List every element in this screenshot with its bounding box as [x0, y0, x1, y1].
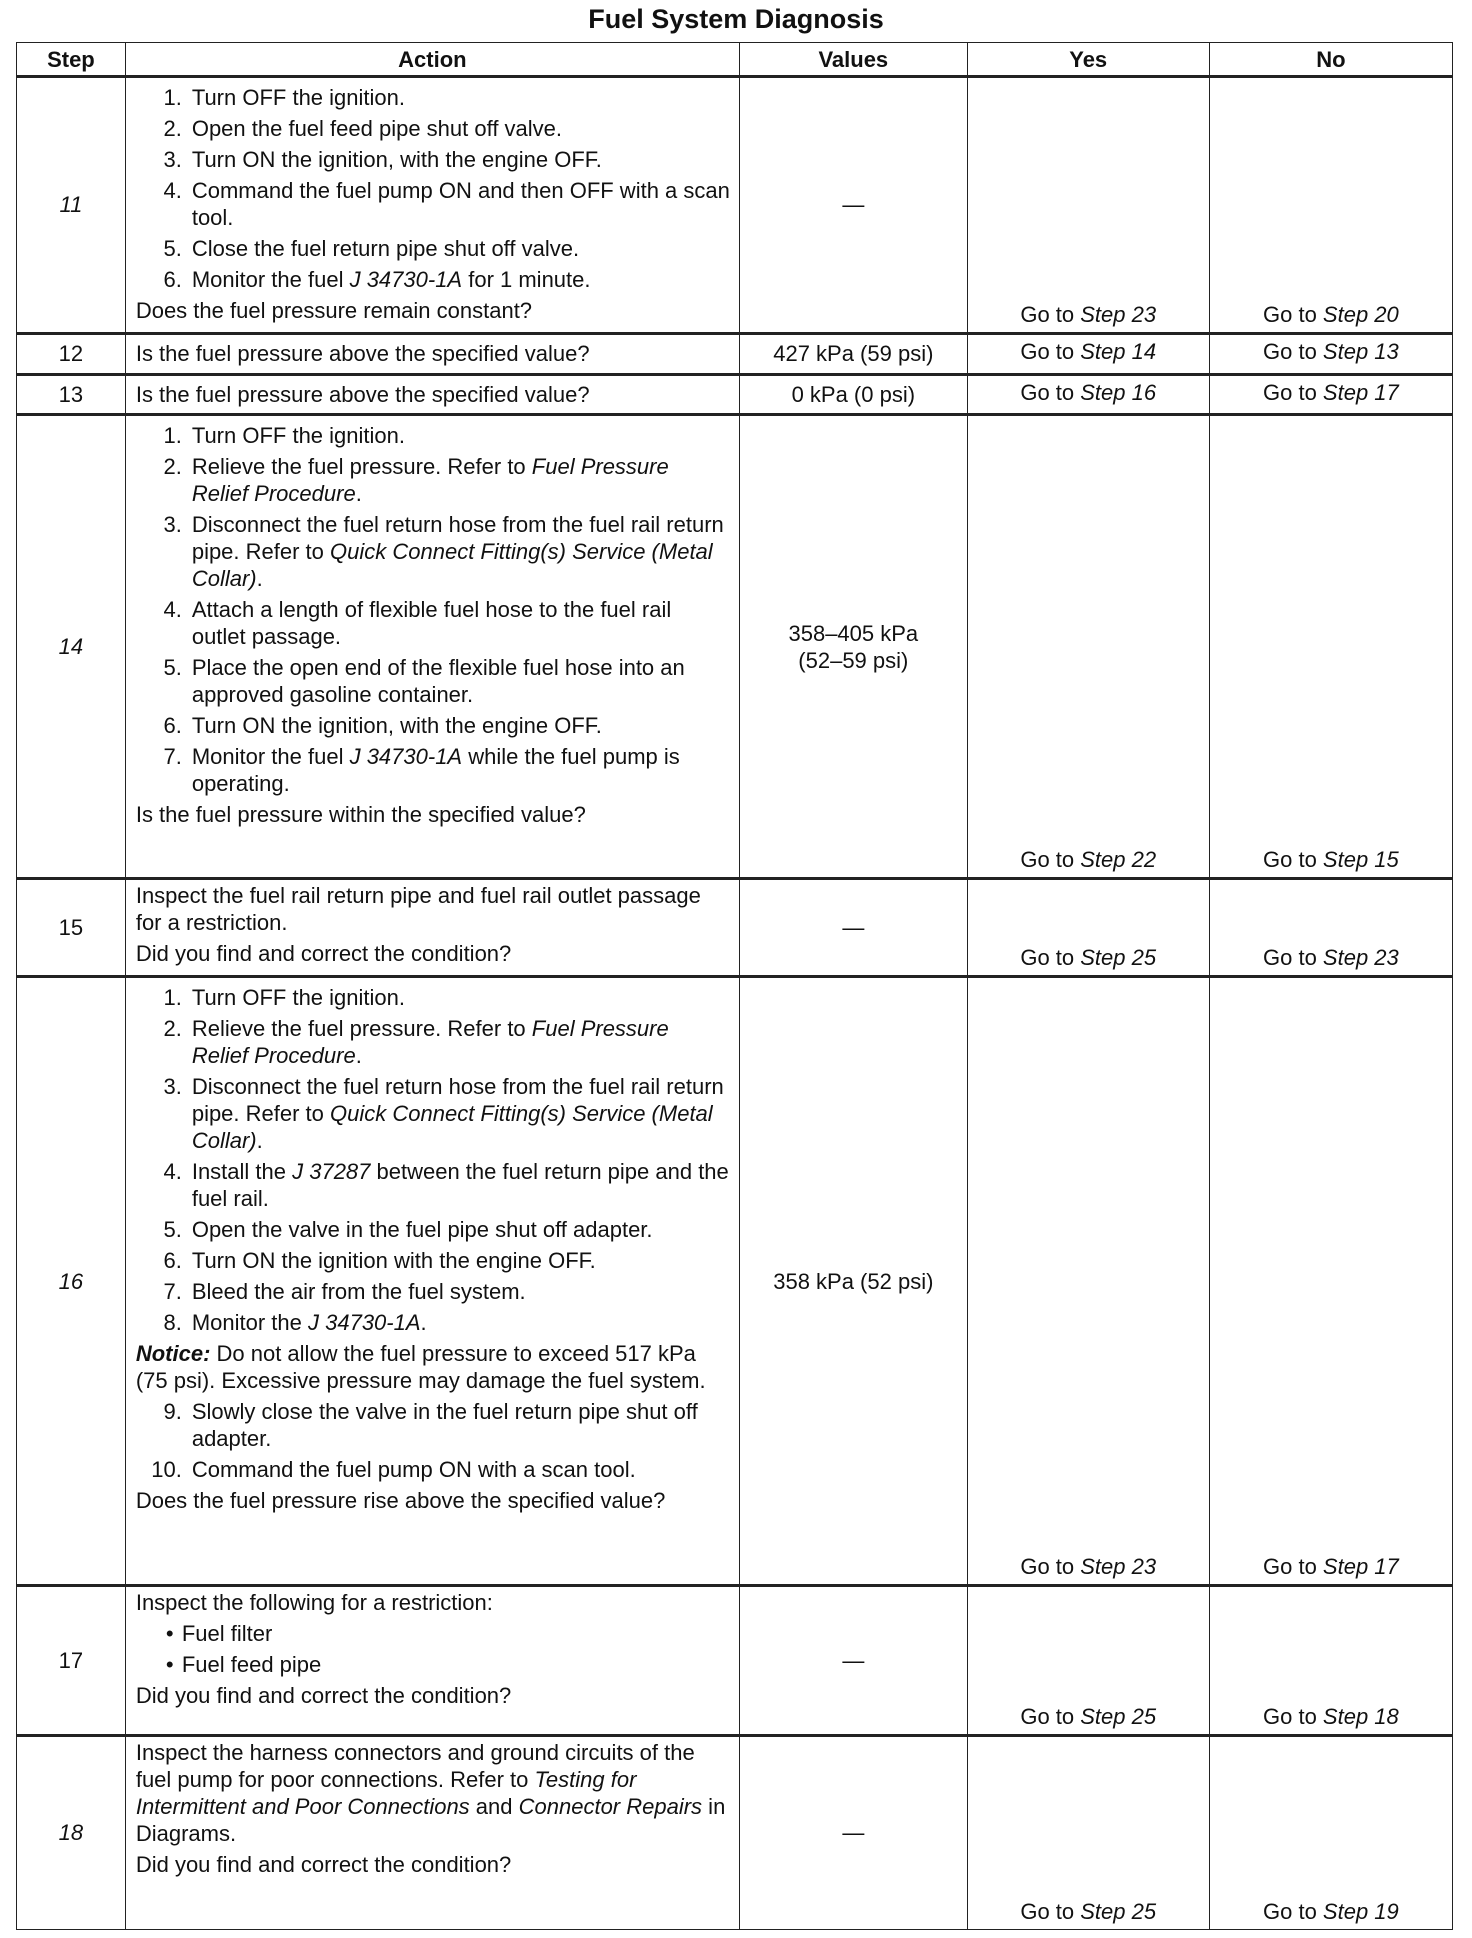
table-row [17, 1586, 1453, 1735]
step-action: Inspect the harness connectors and ground circuits of the fuel pump for poor connections. Refer to Testing for Intermittent and Poor Connections and Connector Repairs in Diagrams. Did you find and correct the condition? [125, 1735, 739, 1929]
procedure-reference: Testing for Intermittent and Poor Connections [135, 1766, 637, 1819]
step-link: Step 25 [1080, 1703, 1157, 1729]
step-question: Did you find and correct the condition? [135, 940, 512, 966]
step-number: 17 [17, 1586, 126, 1735]
step-question: Does the fuel pressure rise above the specified value? [135, 1487, 666, 1513]
no-result: Go to Step 15 [1209, 415, 1452, 878]
step-action: Inspect the fuel rail return pipe and fuel rail outlet passage for a restriction. Did you find and correct the condition? [125, 878, 739, 976]
table-row [17, 415, 1453, 878]
table-row [17, 878, 1453, 976]
yes-result: Go to Step 25 [967, 878, 1209, 976]
step-value: — [739, 878, 967, 976]
yes-result: Go to Step 23 [967, 77, 1209, 334]
step-link: Step 17 [1322, 380, 1399, 405]
step-link: Step 25 [1080, 944, 1157, 970]
list-item: 10. Command the fuel pump ON with a scan tool. [151, 1456, 636, 1482]
procedure-reference: Fuel Pressure Relief Procedure [191, 454, 669, 507]
step-value: 358–405 kPa (52–59 psi) [739, 415, 967, 878]
step-action [125, 333, 739, 374]
list-item: 6. Turn ON the ignition, with the engine OFF. [163, 713, 602, 739]
step-number: 12 [17, 333, 126, 374]
list-item: 1. Turn OFF the ignition. [163, 984, 405, 1010]
step-action [125, 415, 739, 878]
diagnosis-table [16, 42, 1453, 1930]
step-number: 13 [17, 374, 126, 415]
step-number: 15 [17, 878, 126, 976]
step-value: — [739, 1735, 967, 1929]
step-action: Inspect the following for a restriction: • Fuel filter • Fuel feed pipe Did you find and correct the condition? [125, 1586, 739, 1735]
list-item: 3. Disconnect the fuel return hose from the fuel rail return pipe. Refer to Quick Connect Fitting(s) Service (Metal Collar). [163, 1073, 724, 1153]
step-link: Step 23 [1080, 1554, 1157, 1580]
list-item: 2. Relieve the fuel pressure. Refer to Fuel Pressure Relief Procedure. [163, 454, 669, 507]
list-item: 2. Open the fuel feed pipe shut off valve. [163, 116, 563, 141]
step-value: 0 kPa (0 psi) [739, 374, 967, 415]
table-row [17, 77, 1453, 334]
list-item: • Fuel filter [165, 1621, 273, 1647]
no-result: Go to Step 23 [1209, 878, 1452, 976]
list-item: 5. Close the fuel return pipe shut off valve. [163, 236, 580, 261]
procedure-reference: Connector Repairs [518, 1793, 703, 1819]
step-value: 427 kPa (59 psi) [739, 333, 967, 374]
no-result: Go to Step 20 [1209, 77, 1452, 334]
step-number: 11 [17, 77, 126, 334]
list-item: 4. Install the J 37287 between the fuel return pipe and the fuel rail. [163, 1158, 729, 1211]
header-values: Values [739, 43, 967, 77]
table-row [17, 1735, 1453, 1929]
step-question: Does the fuel pressure remain constant? [135, 298, 533, 323]
table-row [17, 374, 1453, 415]
header-action: Action [125, 43, 739, 77]
step-link: Step 18 [1322, 1703, 1399, 1729]
no-result: Go to Step 17 [1209, 374, 1452, 415]
yes-result: Go to Step 23 [967, 976, 1209, 1585]
step-question: Did you find and correct the condition? [135, 1851, 512, 1877]
header-step: Step [17, 43, 126, 77]
header-no: No [1209, 43, 1452, 77]
step-number: 18 [17, 1735, 126, 1929]
step-number: 14 [17, 415, 126, 878]
list-item: 1. Turn OFF the ignition. [163, 423, 405, 449]
step-question: Is the fuel pressure within the specified value? [135, 802, 586, 828]
step-question: Is the fuel pressure above the specified value? [135, 341, 590, 367]
list-item: • Fuel feed pipe [165, 1652, 322, 1678]
procedure-reference: Fuel Pressure Relief Procedure [191, 1015, 669, 1068]
yes-result: Go to Step 14 [967, 333, 1209, 374]
yes-result: Go to Step 25 [967, 1586, 1209, 1735]
step-action [125, 976, 739, 1585]
list-item: 2. Relieve the fuel pressure. Refer to Fuel Pressure Relief Procedure. [163, 1015, 669, 1068]
no-result: Go to Step 18 [1209, 1586, 1452, 1735]
table-header-row [17, 43, 1453, 77]
yes-result: Go to Step 22 [967, 415, 1209, 878]
step-number: 16 [17, 976, 126, 1585]
step-link: Step 23 [1080, 301, 1157, 327]
list-item: 1. Turn OFF the ignition. [163, 85, 405, 110]
table-row [17, 976, 1453, 1585]
step-link: Step 16 [1080, 380, 1157, 405]
no-result: Go to Step 19 [1209, 1735, 1452, 1929]
step-link: Step 15 [1322, 846, 1399, 872]
step-link: Step 14 [1080, 339, 1157, 365]
step-action [125, 374, 739, 415]
page-title: Fuel System Diagnosis [588, 4, 884, 34]
yes-result: Go to Step 16 [967, 374, 1209, 415]
header-yes: Yes [967, 43, 1209, 77]
list-item: 7. Monitor the fuel J 34730-1A while the fuel pump is operating. [163, 744, 680, 797]
procedure-reference: Quick Connect Fitting(s) Service (Metal Collar) [191, 1100, 713, 1153]
step-value: 358 kPa (52 psi) [739, 976, 967, 1585]
yes-result: Go to Step 25 [967, 1735, 1209, 1929]
step-value: — [739, 1586, 967, 1735]
list-item: 6. Monitor the fuel J 34730-1A for 1 minute. [163, 267, 591, 292]
list-item: 3. Disconnect the fuel return hose from the fuel rail return pipe. Refer to Quick Connect Fitting(s) Service (Metal Collar). [163, 512, 724, 592]
tool-reference: J 34730-1A [349, 744, 463, 770]
no-result: Go to Step 13 [1209, 333, 1452, 374]
tool-reference: J 34730-1A [308, 1309, 421, 1335]
list-item: 3. Turn ON the ignition, with the engine OFF. [163, 147, 602, 172]
list-item: 6. Turn ON the ignition with the engine OFF. [163, 1247, 596, 1273]
step-link: Step 13 [1322, 339, 1399, 365]
step-question: Is the fuel pressure above the specified value? [135, 382, 590, 407]
list-item: 9. Slowly close the valve in the fuel return pipe shut off adapter. [163, 1398, 698, 1451]
list-item: 4. Command the fuel pump ON and then OFF with a scan tool. [163, 178, 730, 230]
step-link: Step 23 [1322, 944, 1399, 970]
no-result: Go to Step 17 [1209, 976, 1452, 1585]
list-item: 5. Place the open end of the flexible fuel hose into an approved gasoline container. [163, 655, 685, 708]
step-link: Step 19 [1322, 1899, 1399, 1924]
step-link: Step 22 [1080, 846, 1157, 872]
step-action [125, 77, 739, 334]
list-item: 7. Bleed the air from the fuel system. [163, 1278, 526, 1304]
list-item: 8. Monitor the J 34730-1A. [163, 1309, 427, 1335]
table-row [17, 333, 1453, 374]
list-item: 4. Attach a length of flexible fuel hose to the fuel rail outlet passage. [163, 597, 672, 650]
step-value: — [739, 77, 967, 334]
step-link: Step 20 [1322, 301, 1399, 327]
notice-block: Notice: Do not allow the fuel pressure to exceed 517 kPa (75 psi). Excessive pressure may damage the fuel system. [135, 1340, 706, 1393]
step-link: Step 17 [1322, 1554, 1399, 1580]
tool-reference: J 37287 [292, 1158, 371, 1184]
step-link: Step 25 [1080, 1899, 1157, 1924]
procedure-reference: Quick Connect Fitting(s) Service (Metal Collar) [191, 539, 713, 592]
tool-reference: J 34730-1A [349, 267, 463, 292]
step-question: Did you find and correct the condition? [135, 1683, 512, 1709]
notice-label: Notice: [135, 1340, 211, 1366]
list-item: 5. Open the valve in the fuel pipe shut off adapter. [163, 1216, 653, 1242]
